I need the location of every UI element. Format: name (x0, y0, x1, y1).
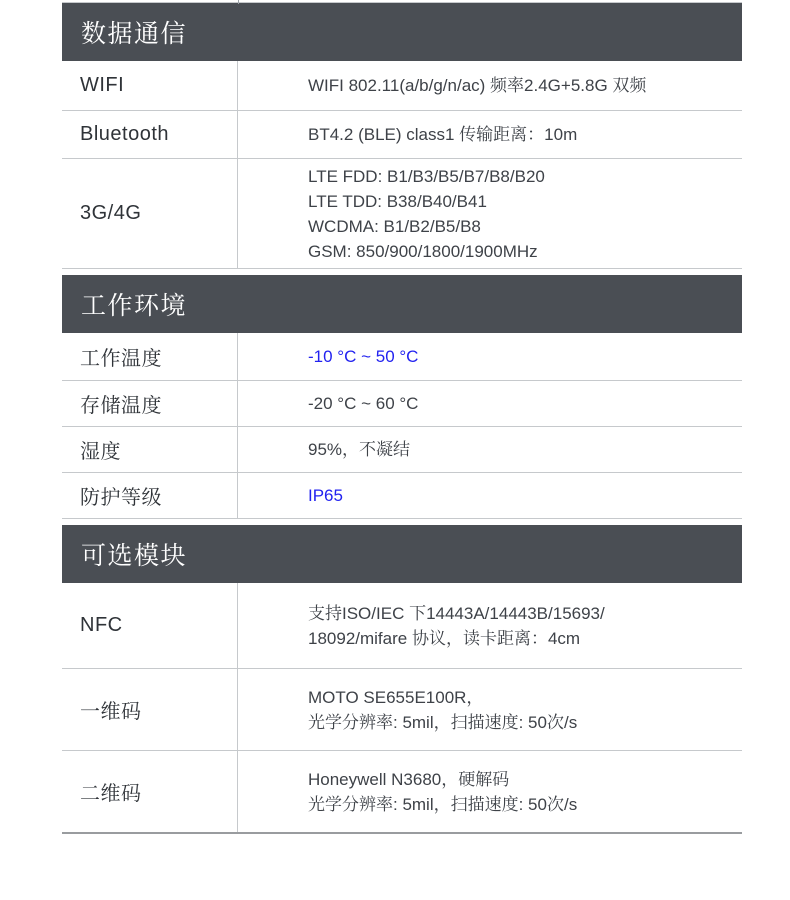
spec-table (62, 0, 742, 834)
value-line: 18092/mifare 协议，读卡距离：4cm (308, 628, 581, 648)
spec-row (62, 333, 742, 381)
top-partial-row (62, 0, 742, 3)
value-line: LTE FDD: B1/B3/B5/B7/B8/B20 (308, 166, 545, 186)
spec-label: 湿度 (62, 427, 238, 472)
value-line: -20 °C ~ 60 °C (308, 394, 419, 413)
spec-row (62, 111, 742, 159)
section-header: 可选模块 (62, 525, 742, 583)
value-line: -10 °C ~ 50 °C (308, 347, 419, 366)
spec-value (238, 61, 742, 110)
spec-value (238, 583, 742, 668)
spec-row (62, 61, 742, 111)
spec-sections (62, 3, 742, 834)
value-line: 支持ISO/IEC 下14443A/14443B/15693/ (308, 603, 605, 623)
section-header: 工作环境 (62, 275, 742, 333)
spec-row (62, 427, 742, 473)
spec-label: NFC (62, 583, 238, 668)
spec-row (62, 669, 742, 751)
spec-value (238, 751, 742, 832)
spec-label: Bluetooth (62, 111, 238, 158)
spec-value (238, 111, 742, 158)
spec-label: 一维码 (62, 669, 238, 750)
spec-label: 二维码 (62, 751, 238, 832)
value-line: WCDMA: B1/B2/B5/B8 (308, 216, 481, 236)
spec-value (238, 333, 742, 380)
spec-label: 工作温度 (62, 333, 238, 380)
spec-row (62, 159, 742, 269)
value-line: MOTO SE655E100R， (308, 687, 484, 707)
spec-row (62, 751, 742, 834)
section-header: 数据通信 (62, 3, 742, 61)
value-line: 光学分辨率: 5mil，扫描速度: 50次/s (308, 712, 578, 732)
spec-label: 存储温度 (62, 381, 238, 426)
spec-label: 3G/4G (62, 159, 238, 268)
spec-row (62, 473, 742, 519)
spec-value (238, 159, 742, 268)
value-line: GSM: 850/900/1800/1900MHz (308, 241, 538, 261)
spec-value (238, 473, 742, 518)
spec-label: 防护等级 (62, 473, 238, 518)
value-line: Honeywell N3680，硬解码 (308, 769, 510, 789)
value-line: WIFI 802.11(a/b/g/n/ac) 频率2.4G+5.8G 双频 (308, 76, 647, 95)
value-line: BT4.2 (BLE) class1 传输距离：10m (308, 125, 578, 144)
spec-row (62, 583, 742, 669)
value-line: LTE TDD: B38/B40/B41 (308, 191, 487, 211)
spec-value (238, 669, 742, 750)
value-line: 光学分辨率: 5mil，扫描速度: 50次/s (308, 794, 578, 814)
column-divider (238, 0, 239, 4)
value-line: IP65 (308, 486, 343, 505)
spec-row (62, 381, 742, 427)
spec-label: WIFI (62, 61, 238, 110)
spec-value (238, 381, 742, 426)
value-line: 95%，不凝结 (308, 440, 411, 459)
spec-value (238, 427, 742, 472)
